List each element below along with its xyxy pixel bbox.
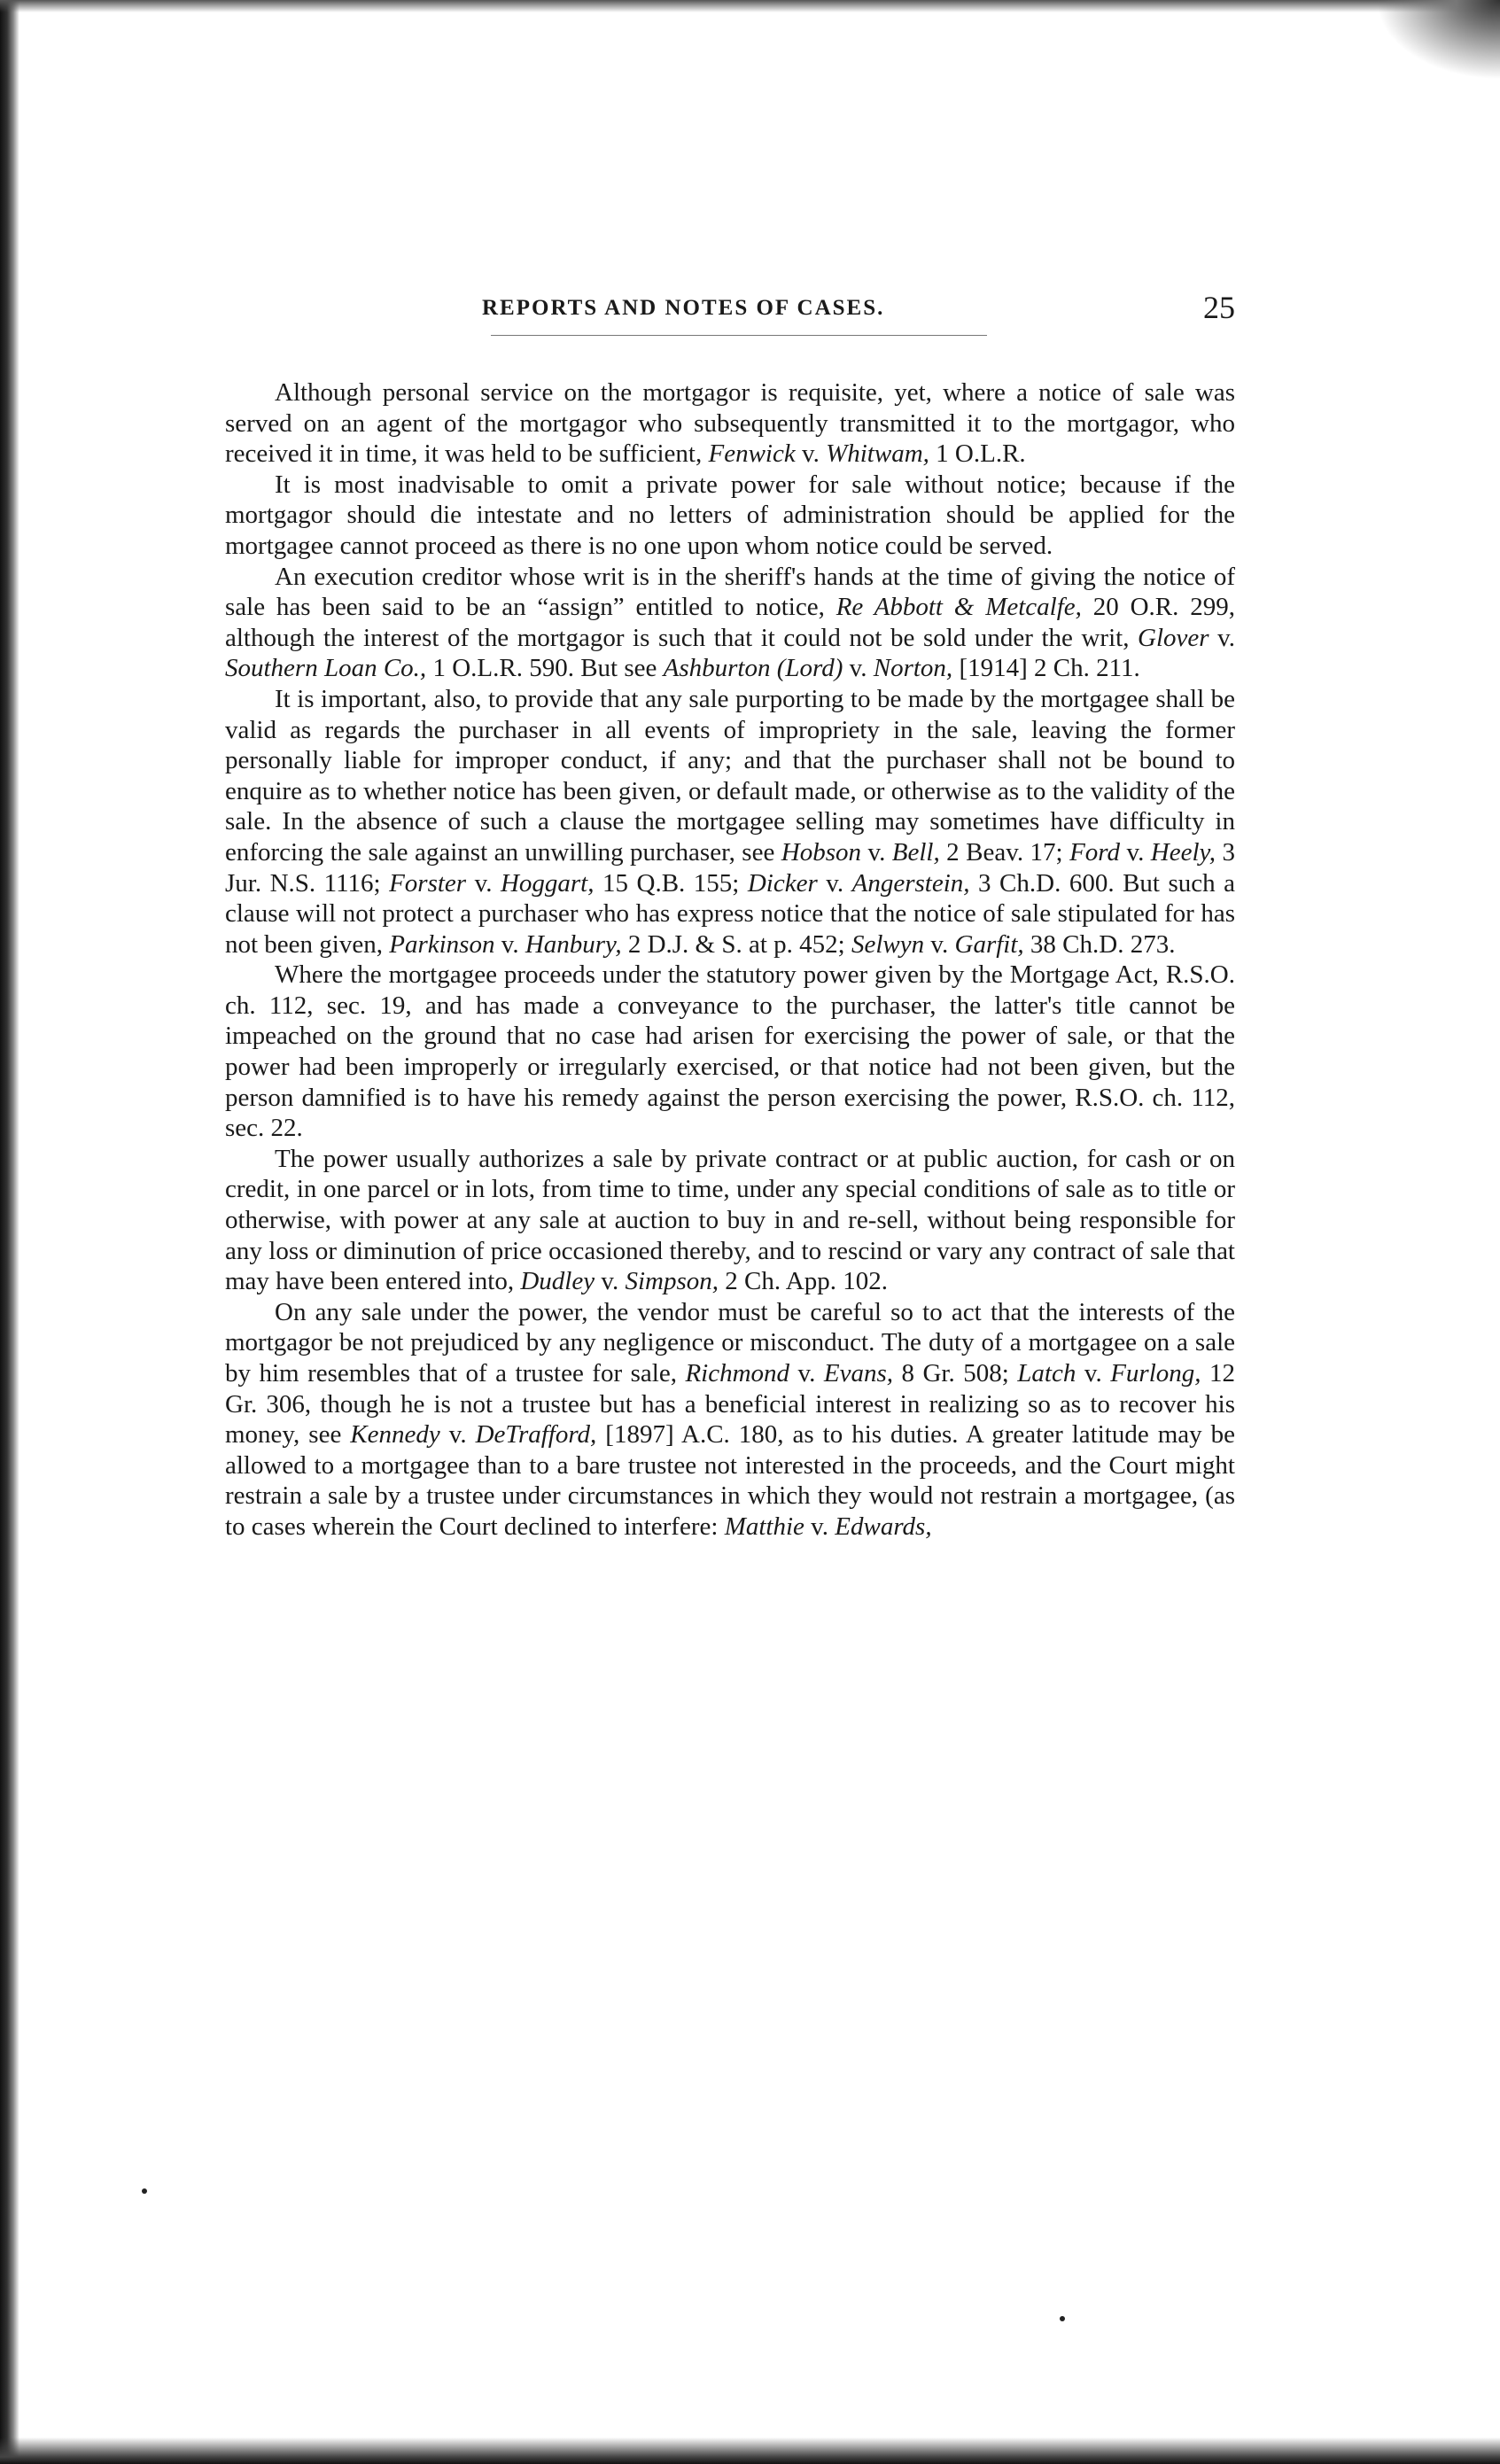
case-name: Edwards, <box>835 1512 932 1541</box>
text-run: v. <box>494 929 525 959</box>
case-name: Norton, <box>873 654 953 683</box>
text-run: It is important, also, to provide that any sale purporting to be made by the mortgagee shall be valid as regards the purchaser in all events of impropriety in the sale, leaving the former personally liable for improper conduct, if any; and that the purchaser shall not be bound to enquire as to whether notice has been given, or default made, or otherwise as to the validity of the sale. In the absence of such a clause the mortgagee selling may sometimes have difficulty in enforcing the sale against an unwilling purchaser, see <box>225 684 1235 867</box>
text-run: v. <box>595 1267 626 1296</box>
text-run: [1897] A.C. 180, as to his duties. A greater latitude may be allowed to a mortgagee than to a bare trustee not interested in the proceeds, and the Court might restrain a sale by a trustee under circumstances in which they would not restrain a mortgagee, (as to cases wherein the Court declined to interfere: <box>225 1420 1235 1541</box>
case-name: Fenwick <box>708 439 796 469</box>
text-run: [1914] 2 Ch. 211. <box>952 654 1140 683</box>
text-run: An execution creditor whose writ is in the sheriff's hands at the time of giving the notice of sale has been said to be an “assign” entitled to notice, <box>225 562 1235 622</box>
case-name: Heely, <box>1150 837 1216 867</box>
case-name: Ford <box>1069 837 1120 867</box>
case-name: Hoggart, <box>500 868 595 898</box>
text-run: 1 O.L.R. <box>929 439 1026 469</box>
case-name: Richmond <box>685 1359 790 1387</box>
case-name: Whitwam, <box>826 439 929 469</box>
case-name: DeTrafford, <box>475 1420 597 1450</box>
body-text <box>225 377 1235 1543</box>
text-run: 2 D.J. & S. at p. 452; <box>621 929 851 959</box>
text-run: v. <box>466 868 501 898</box>
book-page <box>225 289 1235 1543</box>
text-run: 2 Ch. App. 102. <box>719 1267 888 1296</box>
text-run: 20 O.R. 299, although the interest of the mortgagor is such that it could not be sold under the writ, <box>225 593 1235 652</box>
case-name: Matthie <box>724 1512 804 1541</box>
text-run: Although personal service on the mortgagor is requisite, yet, where a notice of sale was served on an agent of the mortgagor who subsequently transmitted it to the mortgagor, who received it in time, it was held to be sufficient, <box>225 378 1235 469</box>
scan-edge-top <box>0 0 1500 12</box>
case-name: Dudley <box>520 1267 595 1296</box>
text-run: v. <box>843 654 874 683</box>
scan-edge-bottom <box>0 2437 1500 2464</box>
case-name: Simpson, <box>625 1267 719 1296</box>
text-run: v. <box>795 439 827 469</box>
case-name: Parkinson <box>389 929 495 959</box>
text-run: 3 Ch.D. 600. But such a clause will not protect a purchaser who has express notice that the notice of sale stipulated for has not been given, <box>225 868 1235 959</box>
case-name: Kennedy <box>350 1420 440 1450</box>
case-name: Garfit, <box>954 929 1024 959</box>
text-run: 12 Gr. 306, though he is not a trustee but has a beneficial interest in realizing so as to recover his money, see <box>225 1359 1236 1450</box>
scan-corner-shadow <box>1376 0 1500 80</box>
case-name: Hanbury, <box>525 929 622 959</box>
case-name: Dicker <box>747 868 818 898</box>
text-run: v. <box>924 929 955 959</box>
case-name: Latch <box>1017 1359 1076 1387</box>
text-run: It is most inadvisable to omit a private power for sale without notice; because if the mortgagor should die intestate and no letters of administration should be applied for the mortgagee cannot proceed as there is no one upon whom notice could be served. <box>225 470 1235 560</box>
paragraph <box>225 470 1235 562</box>
text-run: 1 O.L.R. 590. But see <box>426 654 664 683</box>
paragraph <box>225 377 1235 470</box>
stray-mark <box>142 2188 147 2194</box>
text-run: Where the mortgagee proceeds under the statutory power given by the Mortgage Act, R.S.O. ch. 112, sec. 19, and has made a conveyance to the purchaser, the latter's title cannot be impeached on the ground that no case had arisen for exercising the power of sale, or that the power had been improperly or irregularly exercised, or that notice had not been given, but the person damnified is to have his remedy against the person exercising the power, R.S.O. ch. 112, sec. 22. <box>225 960 1235 1143</box>
case-name: Southern Loan Co., <box>225 654 427 683</box>
case-name: Bell, <box>891 837 940 867</box>
text-run: v. <box>817 868 852 898</box>
text-run: 15 Q.B. 155; <box>594 868 748 898</box>
head-rule <box>491 335 987 336</box>
case-name: Hobson <box>781 837 861 867</box>
text-run: 3 Jur. N.S. 1116; <box>225 837 1235 898</box>
case-name: Glover <box>1138 623 1209 652</box>
text-run: v. <box>1076 1359 1111 1387</box>
text-run: v. <box>789 1359 824 1387</box>
text-run: v. <box>861 837 892 867</box>
paragraph <box>225 562 1235 684</box>
text-run: 38 Ch.D. 273. <box>1023 929 1176 959</box>
case-name: Forster <box>389 868 467 898</box>
paragraph <box>225 684 1235 960</box>
text-run: v. <box>1120 837 1151 867</box>
text-run: v. <box>804 1512 835 1541</box>
text-run: 8 Gr. 508; <box>893 1359 1018 1387</box>
text-run: v. <box>1209 623 1235 652</box>
text-run: v. <box>439 1420 476 1450</box>
case-name: Ashburton (Lord) <box>663 654 843 683</box>
case-name: Evans, <box>823 1359 894 1387</box>
page-number: 25 <box>1203 290 1235 325</box>
paragraph <box>225 1297 1235 1543</box>
case-name: Re Abbott & Metcalfe, <box>835 593 1082 622</box>
text-run: On any sale under the power, the vendor must be careful so to act that the interests of the mortgagor be not prejudiced by any negligence or misconduct. The duty of a mortgagee on a sale by him resembles that of a trustee for sale, <box>225 1297 1235 1387</box>
text-run: The power usually authorizes a sale by private contract or at public auction, for cash or on credit, in one parcel or in lots, from time to time, under any special conditions of sale as to title or otherwise, with power at any sale at auction to buy in and re-sell, without being responsible for any loss or diminution of price occasioned thereby, and to rescind or vary any contract of sale that may have been entered into, <box>225 1144 1235 1296</box>
running-head <box>225 289 1235 331</box>
running-title: REPORTS AND NOTES OF CASES. <box>482 296 885 320</box>
text-run: 2 Beav. 17; <box>939 837 1070 867</box>
case-name: Selwyn <box>851 929 925 959</box>
paragraph <box>225 960 1235 1144</box>
scan-edge-left <box>0 0 19 2464</box>
case-name: Furlong, <box>1110 1359 1201 1387</box>
stray-mark <box>1060 2316 1065 2321</box>
case-name: Angerstein, <box>851 868 970 898</box>
paragraph <box>225 1144 1235 1297</box>
